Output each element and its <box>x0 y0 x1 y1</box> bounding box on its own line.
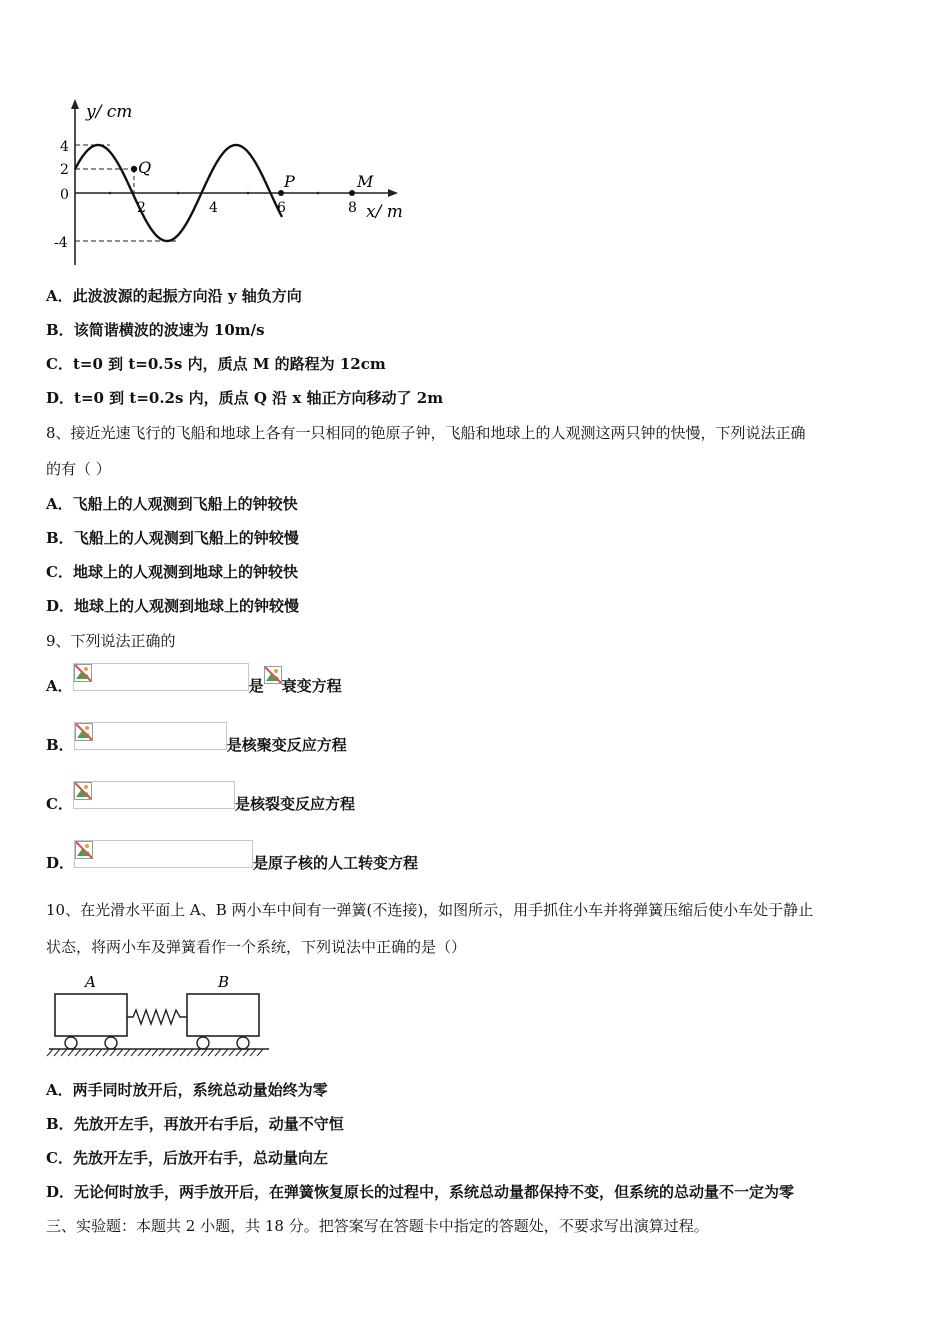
q9-option-a-equation-image <box>73 663 249 691</box>
ground-hatch-mark <box>208 1049 214 1056</box>
ground-hatch-mark <box>257 1049 263 1056</box>
q10-option-d-label: D． <box>46 1183 75 1201</box>
ground-hatch <box>47 1049 263 1056</box>
ground-hatch-mark <box>166 1049 172 1056</box>
q9-option-b-equation-image <box>74 722 227 750</box>
q7-option-b <box>46 320 265 340</box>
broken-image-icon <box>75 841 93 859</box>
spring <box>127 1010 187 1024</box>
broken-image-icon <box>264 666 282 684</box>
wheel-b-left <box>197 1037 209 1049</box>
ground-hatch-mark <box>215 1049 221 1056</box>
y-tick-4: 4 <box>60 139 69 155</box>
q10-option-c <box>46 1148 328 1168</box>
x-tick-4: 4 <box>209 200 218 216</box>
q9-option-b <box>46 720 347 760</box>
ground-hatch-mark <box>159 1049 165 1056</box>
ground-hatch-mark <box>138 1049 144 1056</box>
point-q <box>131 166 137 172</box>
q8-option-c-text: 地球上的人观测到地球上的钟较快 <box>72 563 298 581</box>
ground-hatch-mark <box>68 1049 74 1056</box>
x-tick-6: 6 <box>277 200 286 216</box>
ground-hatch-mark <box>152 1049 158 1056</box>
q7-option-d-label: D． <box>46 389 75 407</box>
q8-option-c <box>46 562 298 582</box>
q10-option-d-text: 无论何时放手，两手放开后，在弹簧恢复原长的过程中，系统总动量都保持不变，但系统的总动量不一定为零 <box>74 1183 795 1201</box>
y-tick-2: 2 <box>60 162 69 178</box>
cart-a <box>55 994 127 1036</box>
ground-hatch-mark <box>89 1049 95 1056</box>
point-p-label: P <box>284 172 295 191</box>
q8-option-d-label: D． <box>46 597 75 615</box>
q10-option-b-text: 先放开左手，再放开右手后，动量不守恒 <box>73 1115 344 1133</box>
cart-a-label: A <box>85 973 96 991</box>
q9-option-d <box>46 838 418 878</box>
q10-option-b <box>46 1114 344 1134</box>
q7-option-a <box>46 286 302 306</box>
q9-option-d-text: 是原子核的人工转变方程 <box>253 854 419 872</box>
q8-stem-line1: 8、接近光速飞行的飞船和地球上各有一只相同的铯原子钟，飞船和地球上的人观测这两只钟的快慢，下列说法正确 <box>46 424 806 442</box>
carts-spring-figure <box>45 970 285 1060</box>
section3-title: 三、实验题：本题共 2 小题，共 18 分。把答案写在答题卡中指定的答题处，不要求写出演算过程。 <box>46 1217 709 1235</box>
ground-hatch-mark <box>173 1049 179 1056</box>
broken-image-icon <box>74 782 92 800</box>
ground-hatch-mark <box>47 1049 53 1056</box>
q10-option-c-label: C． <box>46 1149 73 1167</box>
cart-b-label: B <box>218 973 230 991</box>
ground-hatch-mark <box>61 1049 67 1056</box>
ground-hatch-mark <box>124 1049 130 1056</box>
q9-option-b-label: B． <box>46 736 74 754</box>
q9-option-a-mid: 是 <box>248 677 264 695</box>
point-m-label: M <box>357 172 374 191</box>
broken-image-icon <box>75 723 93 741</box>
x-axis-arrow <box>388 189 398 197</box>
q9-option-c-equation-image <box>73 781 235 809</box>
point-m <box>349 190 355 196</box>
q8-option-c-label: C． <box>46 563 73 581</box>
y-axis-label: y/ cm <box>86 102 133 122</box>
ground-hatch-mark <box>131 1049 137 1056</box>
q9-option-b-text: 是核聚变反应方程 <box>226 736 347 754</box>
q10-option-a-text: 两手同时放开后，系统总动量始终为零 <box>72 1081 328 1099</box>
q9-option-c-text: 是核裂变反应方程 <box>234 795 355 813</box>
q8-option-b-label: B． <box>46 529 74 547</box>
q8-stem-line2: 的有（ ） <box>46 460 111 478</box>
q10-stem-line1: 10、在光滑水平面上 A、B 两小车中间有一弹簧(不连接)，如图所示，用手抓住小车并将弹簧压缩后使小车处于静止 <box>46 901 814 919</box>
wheel-a-right <box>105 1037 117 1049</box>
q9-option-c-label: C． <box>46 795 73 813</box>
ground-hatch-mark <box>110 1049 116 1056</box>
q10-option-c-text: 先放开左手，后放开右手，总动量向左 <box>72 1149 328 1167</box>
point-q-label: Q <box>138 158 152 177</box>
q8-option-a-text: 飞船上的人观测到飞船上的钟较快 <box>72 495 298 513</box>
ground-hatch-mark <box>187 1049 193 1056</box>
q10-option-d <box>46 1182 794 1202</box>
q7-option-b-label: B． <box>46 321 74 339</box>
q9-option-a-label: A． <box>46 677 73 695</box>
ground-hatch-mark <box>236 1049 242 1056</box>
ground-hatch-mark <box>201 1049 207 1056</box>
q8-option-d <box>46 596 299 616</box>
wheel-b-right <box>237 1037 249 1049</box>
q7-option-c-text: t=0 到 t=0.5s 内，质点 M 的路程为 12cm <box>72 355 386 373</box>
q8-option-d-text: 地球上的人观测到地球上的钟较慢 <box>74 597 300 615</box>
ground-hatch-mark <box>117 1049 123 1056</box>
ground-hatch-mark <box>180 1049 186 1056</box>
ground-hatch-mark <box>229 1049 235 1056</box>
q8-option-a-label: A． <box>46 495 73 513</box>
broken-image-icon <box>74 664 92 682</box>
x-tick-2: 2 <box>137 200 146 216</box>
q10-option-a <box>46 1080 328 1100</box>
x-tick-8: 8 <box>348 200 357 216</box>
y-tick-0: 0 <box>60 187 69 203</box>
ground-hatch-mark <box>75 1049 81 1056</box>
q9-option-a-decay-image <box>264 666 282 684</box>
q7-option-c <box>46 354 386 374</box>
y-tick-neg4: -4 <box>54 235 68 251</box>
ground-hatch-mark <box>82 1049 88 1056</box>
x-axis-label: x/ m <box>366 202 403 222</box>
q8-option-b <box>46 528 299 548</box>
q7-option-a-label: A． <box>46 287 73 305</box>
q9-option-d-equation-image <box>74 840 253 868</box>
ground-hatch-mark <box>243 1049 249 1056</box>
ground-hatch-mark <box>103 1049 109 1056</box>
wave-chart <box>0 95 420 275</box>
wheel-a-left <box>65 1037 77 1049</box>
q7-option-d <box>46 388 443 408</box>
y-axis-arrow <box>71 99 79 109</box>
ground-hatch-mark <box>250 1049 256 1056</box>
q8-option-b-text: 飞船上的人观测到飞船上的钟较慢 <box>73 529 299 547</box>
q9-option-d-label: D． <box>46 854 75 872</box>
ground-hatch-mark <box>54 1049 60 1056</box>
cart-b <box>187 994 259 1036</box>
q8-option-a <box>46 494 298 514</box>
q7-option-c-label: C． <box>46 355 73 373</box>
q7-option-b-text: 该简谐横波的波速为 10m/s <box>73 321 265 339</box>
q7-option-d-text: t=0 到 t=0.2s 内，质点 Q 沿 x 轴正方向移动了 2m <box>74 389 444 407</box>
ground-hatch-mark <box>145 1049 151 1056</box>
q10-stem-line2: 状态，将两小车及弹簧看作一个系统，下列说法中正确的是（） <box>46 938 467 956</box>
q9-option-a-text: 衰变方程 <box>281 677 342 695</box>
q7-option-a-text: 此波波源的起振方向沿 y 轴负方向 <box>72 287 302 305</box>
ground-hatch-mark <box>222 1049 228 1056</box>
q10-option-b-label: B． <box>46 1115 74 1133</box>
ground-hatch-mark <box>96 1049 102 1056</box>
ground-hatch-mark <box>194 1049 200 1056</box>
q9-option-a <box>46 661 342 701</box>
q10-option-a-label: A． <box>46 1081 73 1099</box>
q9-option-c <box>46 779 355 819</box>
q9-stem: 9、下列说法正确的 <box>46 632 176 650</box>
